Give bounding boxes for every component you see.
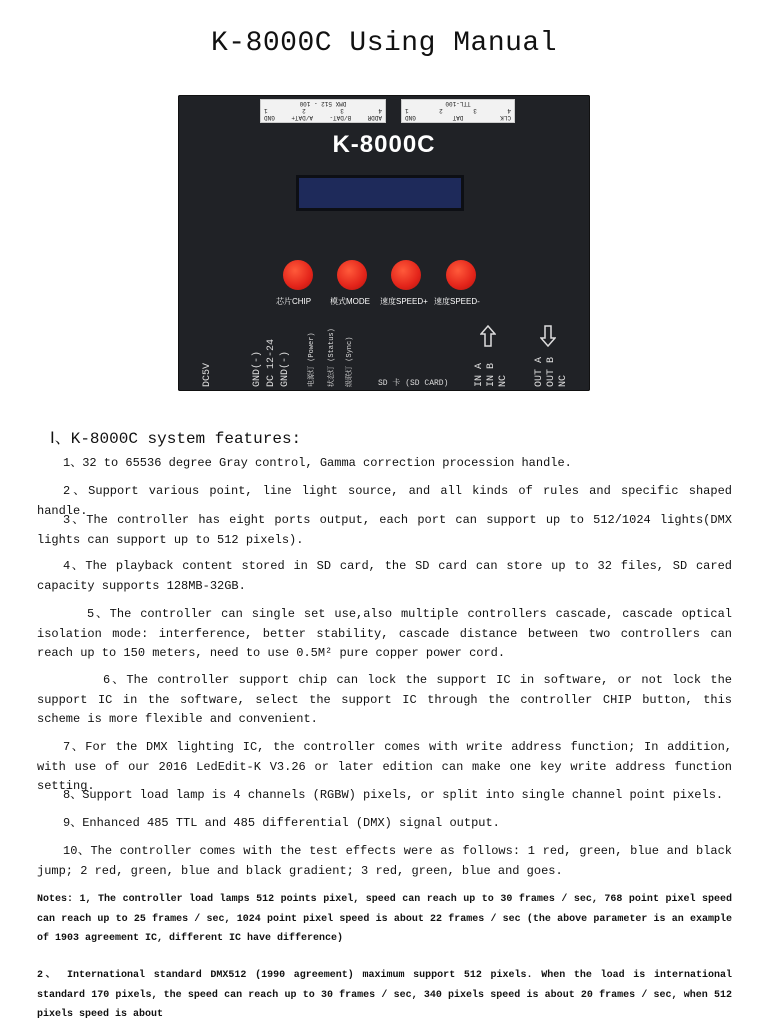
- sd-card-label: SD 卡 (SD CARD): [378, 379, 449, 388]
- page-title: K-8000C Using Manual: [210, 28, 558, 59]
- feature-paragraph: 6、The controller support chip can lock the support IC in software, or not lock the support IC in the software, select the support IC through the controller CHIP button, this scheme is more flexible and convenient.: [37, 673, 732, 726]
- feature-paragraph: 4、The playback content stored in SD card, the SD card can store up to 32 files, SD cared capacity supports 128MB-32GB.: [37, 559, 732, 593]
- dmx-pin-label: ADDR B/DAT- A/DAT+ GND 4 3 2 1 DMX 512 - 100: [260, 99, 386, 123]
- mode-button: [337, 260, 367, 290]
- out-b-label: OUT B: [546, 356, 557, 387]
- chip-button: [283, 260, 313, 290]
- power-dc-label: DC 12-24: [266, 338, 277, 387]
- in-b-label: IN B: [486, 362, 497, 387]
- feature-paragraph: 7、For the DMX lighting IC, the controller comes with write address function; In addition, with use of our 2016 LedEdit-K V3.26 or later edition can make one key write address function setting.: [37, 740, 732, 793]
- speed-minus-button: [446, 260, 476, 290]
- feature-paragraph: 3、The controller has eight ports output, each port can support up to 512/1024 lights(DMX lights can support up to 512 pixels).: [37, 513, 732, 547]
- device-model-label: K-8000C: [332, 131, 436, 158]
- sync-led-label: 级联灯 (Sync): [346, 336, 354, 387]
- power-gnd2-label: GND(-): [280, 350, 291, 387]
- mode-button-label: 模式MODE: [330, 297, 370, 306]
- in-nc-label: NC: [498, 374, 509, 387]
- notes-paragraph: Notes: 1, The controller load lamps 512 points pixel, speed can reach up to 30 frames / sec, 768 point pixel speed can reach up to 25 frames / sec, 1024 point pixel speed is about 22 frames / sec (the above parameter is an example of 1903 agreement IC, different IC have difference): [37, 894, 732, 944]
- section-heading: Ⅰ、K-8000C system features:: [50, 430, 302, 448]
- notes-paragraph: 2、 International standard DMX512 (1990 agreement) maximum support 512 pixels. When the load is international standard 170 pixels, the speed can reach up to 30 frames / sec, 340 pixels speed is about 20 frames / sec, when 512 pixels speed is about: [37, 970, 732, 1020]
- controller-photo: [178, 95, 590, 391]
- feature-paragraph: 8、Support load lamp is 4 channels (RGBW) pixels, or split into single channel point pixels.: [63, 788, 724, 802]
- feature-paragraph: 1、32 to 65536 degree Gray control, Gamma correction procession handle.: [63, 456, 572, 470]
- power-led-label: 电源灯 (Power): [308, 332, 316, 387]
- arrow-up-icon: [480, 325, 496, 347]
- feature-paragraph: 9、Enhanced 485 TTL and 485 differential (DMX) signal output.: [63, 816, 500, 830]
- feature-paragraph: 5、The controller can single set use,also multiple controllers cascade, cascade optical isolation mode: interference, better stability, cascade distance between two controllers can reach up to 150 meters, need to use 0.5M² pure copper power cord.: [37, 607, 732, 660]
- speed-plus-label: 速度SPEED+: [380, 297, 428, 306]
- out-a-label: OUT A: [534, 356, 545, 387]
- feature-paragraph: 2、Support various point, line light source, and all kinds of rules and specific shaped handle.: [37, 484, 732, 518]
- speed-minus-label: 速度SPEED-: [434, 297, 480, 306]
- ttl-pin-label: CLK DAT GND 4 3 2 1 TTL-100: [401, 99, 515, 123]
- lcd-screen: [296, 175, 464, 211]
- feature-paragraph: 10、The controller comes with the test effects were as follows: 1 red, green, blue and black jump; 2 red, green, blue and black gradient; 3 red, green, blue and goes.: [37, 844, 732, 878]
- arrow-down-icon: [540, 325, 556, 347]
- out-nc-label: NC: [558, 374, 569, 387]
- speed-plus-button: [391, 260, 421, 290]
- dc5v-label: DC5V: [202, 362, 213, 387]
- chip-button-label: 芯片CHIP: [276, 297, 312, 306]
- in-a-label: IN A: [474, 362, 485, 387]
- power-gnd-label: GND(-): [252, 350, 263, 387]
- status-led-label: 状态灯 (Status): [328, 328, 336, 387]
